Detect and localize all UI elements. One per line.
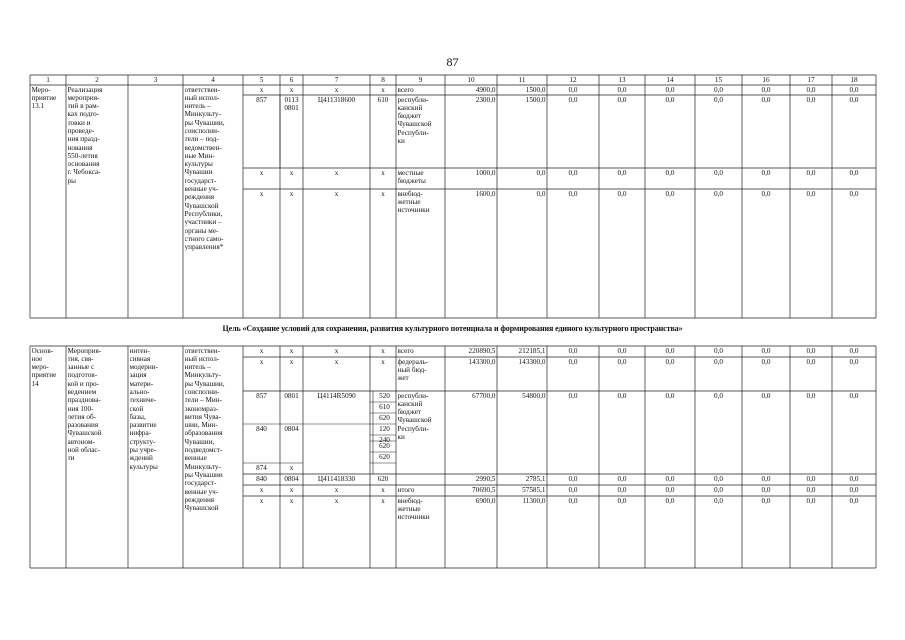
measure-13-1-executors: ответствен- ный испол- нитель – Минкульту- ры Чувашии, соисполни- тели – под- ведомствен- ные Мин- культуры Чувашии государст- венные уч- реждения Чувашской Республики, участники – органы ме- стного само- управления*: [184, 85, 225, 252]
measure-13-1-row2-col15: 0,0: [714, 95, 723, 104]
measure-13-1-row4-col14: 0,0: [665, 189, 675, 198]
measure-14-rep-col9: республи- канский бюджет Чувашской Республи- ки: [397, 391, 432, 441]
measure-14-rep-col18: 0,0: [849, 391, 859, 400]
measure-14-total-col6: х: [289, 485, 294, 494]
measure-13-1-row3-col15: 0,0: [714, 168, 723, 177]
measure-14-all-col14: 0,0: [665, 346, 675, 355]
measure-14-rep-col6c: х: [289, 463, 294, 472]
measure-14-federal-col8: х: [381, 357, 385, 366]
measure-14-extra-col15: 0,0: [714, 496, 723, 505]
header-cell: 12: [569, 76, 577, 84]
measure-14-840-col10: 2990,5: [475, 474, 496, 483]
measure-13-1-row1-col11: 1500,0: [525, 85, 546, 94]
measure-14-rep-col16: 0,0: [761, 391, 771, 400]
measure-13-1-number: Меро- приятие 13.1: [31, 85, 57, 111]
page-number: 87: [446, 55, 459, 69]
measure-14-number: Основ- ное меро- приятие 14: [31, 346, 57, 388]
measure-14-total-col11: 57585,1: [522, 485, 546, 494]
measure-14-federal-col5: х: [259, 357, 264, 366]
measure-13-1-row1-col16: 0,0: [761, 85, 771, 94]
header-cell: 4: [211, 76, 215, 84]
measure-14-total-col14: 0,0: [665, 485, 675, 494]
measure-14-840-col15: 0,0: [714, 474, 723, 483]
measure-13-1-row3-col13: 0,0: [617, 168, 627, 177]
measure-14-total-col10: 70690,5: [472, 485, 496, 494]
measure-14-rep-col8: 620: [379, 413, 390, 422]
measure-13-1-row4-col11: 0,0: [536, 189, 546, 198]
measure-13-1-name: Реализация мероприя- тий в рам- ках подго- товки и проведе- ния празд- нования 550-летия основания г. Чебокса- ры: [67, 85, 103, 185]
measure-14-rep-col8: 610: [379, 402, 390, 411]
measure-13-1-row2-col14: 0,0: [665, 95, 675, 104]
measure-14-840-col7: Ц411418330: [317, 474, 356, 483]
measure-13-1-row1-col15: 0,0: [714, 85, 723, 94]
measure-13-1-row1-col13: 0,0: [617, 85, 627, 94]
header-cell: 18: [850, 76, 858, 84]
header-cell: 6: [289, 76, 294, 84]
header-cell: 1: [46, 76, 50, 84]
measure-13-1-row3-col10: 1000,0: [475, 168, 496, 177]
measure-14-all-col11: 212185,1: [518, 346, 546, 355]
measure-14-all-col6: х: [289, 346, 294, 355]
measure-14-840-col17: 0,0: [806, 474, 816, 483]
measure-14-all-col15: 0,0: [714, 346, 723, 355]
measure-13-1-row4-col13: 0,0: [617, 189, 627, 198]
measure-13-1-row4-col15: 0,0: [714, 189, 723, 198]
measure-14-rep-col12: 0,0: [568, 391, 578, 400]
measure-14-rep-col5a: 857: [256, 391, 267, 400]
measure-14-840-col12: 0,0: [568, 474, 578, 483]
measure-14-extra-col17: 0,0: [806, 496, 816, 505]
measure-13-1-row1-col12: 0,0: [568, 85, 578, 94]
header-cell: 16: [762, 76, 770, 84]
measure-14-840-col8: 620: [377, 474, 389, 483]
measure-14-extra-col7: х: [334, 496, 339, 505]
measure-14-extra-col14: 0,0: [665, 496, 675, 505]
measure-13-1-row4-col17: 0,0: [806, 189, 816, 198]
measure-14-840-col6: 0804: [284, 474, 299, 483]
measure-14-all-col5: х: [259, 346, 264, 355]
measure-14-rep-col8: 620: [379, 452, 390, 461]
measure-14-total-col16: 0,0: [761, 485, 771, 494]
measure-13-1-row3-col17: 0,0: [806, 168, 816, 177]
measure-14-goal: интен- сивная модерни- зация матери- ально- техниче- ской базы, развитие инфра- структу- ры учре- ждений культуры: [129, 346, 158, 471]
measure-14-extra-col12: 0,0: [568, 496, 578, 505]
measure-13-1-row4-col9: внебюд- жетные источники: [397, 189, 430, 215]
measure-14-all-col17: 0,0: [806, 346, 816, 355]
measure-14-name: Мероприя- тия, свя- занные с подготов- кой и про- ведением празднова- ния 100- летия об- разования Чувашской автоном- ной облас- ти: [67, 346, 102, 463]
measure-14-federal-col11: 143300,0: [518, 357, 546, 366]
measure-14-federal-col14: 0,0: [665, 357, 675, 366]
measure-14-rep-col17: 0,0: [806, 391, 816, 400]
measure-14-federal-col13: 0,0: [617, 357, 627, 366]
measure-13-1-row1-col10: 4900,0: [475, 85, 496, 94]
header-cell: 13: [618, 76, 626, 84]
measure-13-1-row1-col14: 0,0: [665, 85, 675, 94]
measure-13-1-row2-col17: 0,0: [806, 95, 816, 104]
measure-13-1-row1-col5: х: [259, 85, 264, 94]
measure-14-federal-col12: 0,0: [568, 357, 578, 366]
measure-14-federal-col6: х: [289, 357, 294, 366]
measure-13-1-row4-col8: х: [381, 189, 385, 198]
measure-13-1-row2-col6: 0113 0801: [284, 95, 299, 112]
measure-13-1-row4-col12: 0,0: [568, 189, 578, 198]
measure-14-extra-col10: 6900,0: [475, 496, 496, 505]
measure-14-extra-col5: х: [259, 496, 264, 505]
measure-14-federal-col10: 143300,0: [468, 357, 496, 366]
measure-13-1-row3-col11: 0,0: [536, 168, 546, 177]
measure-13-1-row4-col16: 0,0: [761, 189, 771, 198]
header-cell: 5: [259, 76, 264, 84]
measure-13-1-row1-col9: всего: [397, 85, 414, 94]
measure-14-total-col15: 0,0: [714, 485, 723, 494]
measure-13-1-row3-col6: х: [289, 168, 294, 177]
header-cell: 11: [518, 76, 526, 84]
measure-13-1-row2-col11: 1500,0: [525, 95, 546, 104]
measure-14-total-col12: 0,0: [568, 485, 578, 494]
measure-13-1-row4-col10: 1600,0: [475, 189, 496, 198]
measure-14-rep-col7a: Ц4114R5090: [317, 391, 356, 400]
measure-14-extra-col6: х: [289, 496, 294, 505]
measure-13-1-row2-col8: 610: [377, 95, 389, 104]
measure-13-1-row2-col5: 857: [256, 95, 267, 104]
measure-13-1-row4-col7: х: [334, 189, 339, 198]
measure-14-rep-col11: 54800,0: [522, 391, 546, 400]
measure-13-1-row3-col18: 0,0: [849, 168, 859, 177]
measure-13-1-row3-col14: 0,0: [665, 168, 675, 177]
measure-14-extra-col13: 0,0: [617, 496, 627, 505]
measure-13-1-row2-col13: 0,0: [617, 95, 627, 104]
measure-13-1-row1-col17: 0,0: [806, 85, 816, 94]
header-cell: 2: [95, 76, 99, 84]
header-cell: 3: [153, 76, 158, 84]
measure-13-1-row3-col9: местные бюджеты: [397, 168, 426, 185]
measure-14-rep-col15: 0,0: [714, 391, 723, 400]
header-cell: 17: [807, 76, 815, 84]
measure-14-840-col11: 2785,1: [525, 474, 546, 483]
measure-14-rep-col5c: 874: [256, 463, 267, 472]
measure-14-total-col9: итого: [397, 485, 415, 494]
measure-13-1-row4-col5: х: [259, 189, 264, 198]
measure-13-1-row4-col6: х: [289, 189, 294, 198]
measure-14-extra-col11: 11300,0: [522, 496, 546, 505]
measure-14-all-col7: х: [334, 346, 339, 355]
measure-14-federal-col18: 0,0: [849, 357, 859, 366]
measure-13-1-row2-col12: 0,0: [568, 95, 578, 104]
measure-13-1-row1-col8: х: [381, 85, 385, 94]
measure-14-rep-col6a: 0801: [284, 391, 299, 400]
header-cell: 7: [334, 76, 339, 84]
measure-14-total-col8: х: [381, 485, 385, 494]
measure-14-all-col10: 220890,5: [468, 346, 496, 355]
header-cell: 15: [714, 76, 723, 84]
measure-14-federal-col16: 0,0: [761, 357, 771, 366]
measure-14-840-col18: 0,0: [849, 474, 859, 483]
measure-13-1-row2-col18: 0,0: [849, 95, 859, 104]
measure-14-840-col13: 0,0: [617, 474, 627, 483]
measure-14-rep-col8: 620: [379, 441, 390, 450]
measure-14-federal-col17: 0,0: [806, 357, 816, 366]
measure-13-1-row3-col7: х: [334, 168, 339, 177]
measure-13-1-row3-col8: х: [381, 168, 385, 177]
measure-14-rep-col8: 520: [379, 391, 390, 400]
measure-14-rep-col8: 240: [379, 435, 390, 444]
measure-14-federal-col9: федераль- ный бюд- жет: [397, 357, 429, 383]
measure-14-total-col5: х: [259, 485, 264, 494]
measure-14-total-col17: 0,0: [806, 485, 816, 494]
measure-13-1-row1-col7: х: [334, 85, 339, 94]
header-cell: 9: [418, 76, 423, 84]
measure-13-1-row2-col16: 0,0: [761, 95, 771, 104]
measure-13-1-row3-col12: 0,0: [568, 168, 578, 177]
measure-13-1-row3-col5: х: [259, 168, 264, 177]
measure-14-total-col7: х: [334, 485, 339, 494]
measure-14-rep-col5b: 840: [256, 424, 267, 433]
measure-14-all-col18: 0,0: [849, 346, 859, 355]
header-cell: 14: [666, 76, 674, 84]
measure-14-all-col8: х: [381, 346, 385, 355]
measure-13-1-row4-col18: 0,0: [849, 189, 859, 198]
measure-14-extra-col18: 0,0: [849, 496, 859, 505]
measure-14-all-col16: 0,0: [761, 346, 771, 355]
measure-14-840-col16: 0,0: [761, 474, 771, 483]
measure-14-extra-col8: х: [381, 496, 385, 505]
measure-14-all-col9: всего: [397, 346, 414, 355]
measure-14-rep-col8: 120: [379, 424, 390, 433]
measure-14-all-col13: 0,0: [617, 346, 627, 355]
measure-13-1-row2-col9: республи- канский бюджет Чувашской Республи- ки: [397, 95, 432, 145]
measure-14-840-col14: 0,0: [665, 474, 675, 483]
measure-14-rep-col10: 67700,0: [472, 391, 496, 400]
measure-13-1-row1-col18: 0,0: [849, 85, 859, 94]
measure-13-1-row3-col16: 0,0: [761, 168, 771, 177]
measure-13-1-row2-col7: Ц411318600: [317, 95, 356, 104]
measure-14-rep-col14: 0,0: [665, 391, 675, 400]
goal-caption: Цель «Создание условий для сохранения, развития культурного потенциала и формирования единого культурного пространства»: [222, 324, 683, 333]
measure-14-federal-col15: 0,0: [714, 357, 723, 366]
measure-14-rep-col6b: 0804: [284, 424, 299, 433]
measure-14-extra-col9: внебюд- жетные источники: [397, 496, 430, 522]
measure-14-840-col5: 840: [256, 474, 267, 483]
measure-13-1-row2-col10: 2300,0: [475, 95, 496, 104]
measure-14-total-col13: 0,0: [617, 485, 627, 494]
measure-14-total-col18: 0,0: [849, 485, 859, 494]
measure-14-all-col12: 0,0: [568, 346, 578, 355]
measure-14-federal-col7: х: [334, 357, 339, 366]
header-cell: 10: [467, 76, 475, 84]
header-cell: 8: [381, 76, 385, 84]
measure-14-extra-col16: 0,0: [761, 496, 771, 505]
measure-13-1-row1-col6: х: [289, 85, 294, 94]
measure-14-executors: ответствен- ный испол- нитель – Минкульту- ры Чувашии, соисполни- тели – Мин- экономраз- вития Чува- шии, Мин- образования Чувашии, подведомст- венные Минкульту- ры Чувашии государст- венные уч- реждения Чувашской: [184, 346, 225, 513]
measure-14-rep-col13: 0,0: [617, 391, 627, 400]
